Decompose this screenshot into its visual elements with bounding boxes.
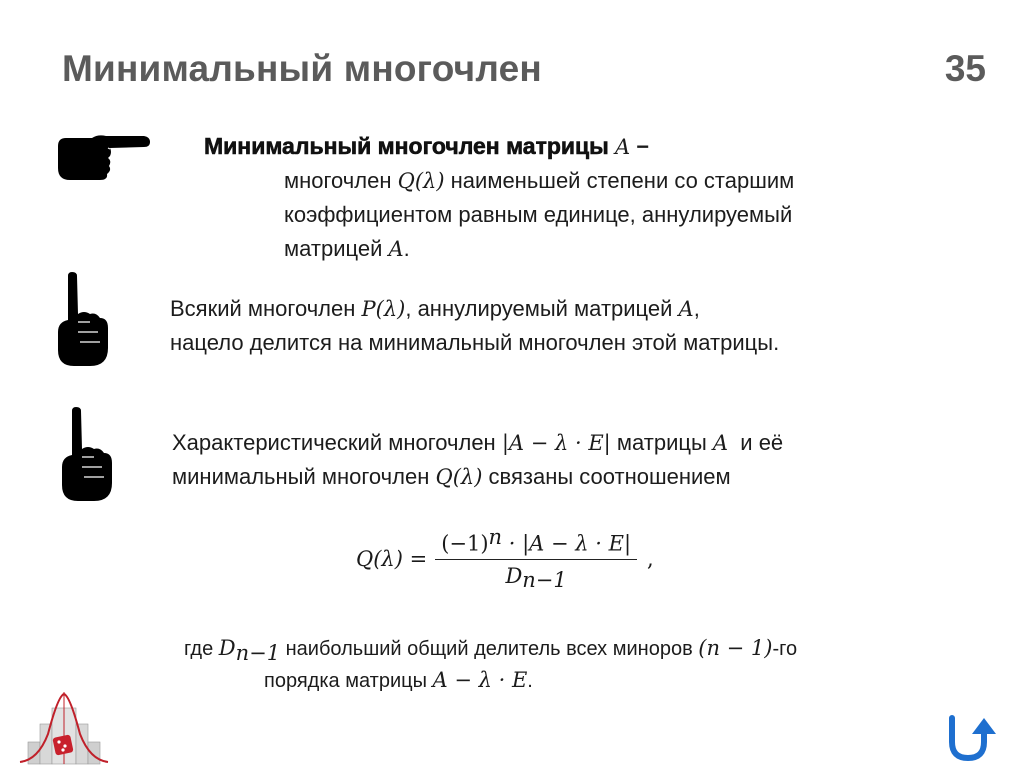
math-q-lambda: Q(λ)	[397, 169, 445, 193]
text: и её	[728, 430, 784, 455]
definition-line-1	[204, 130, 649, 163]
text: -го	[772, 638, 798, 660]
formula-num-base: (−1)	[441, 531, 489, 556]
text: Всякий многочлен	[170, 296, 362, 321]
definition-line-3: коэффициентом равным единице, аннулируемый	[284, 202, 793, 227]
formula-denominator	[505, 560, 566, 592]
return-arrow-icon[interactable]	[942, 714, 1000, 764]
formula	[356, 525, 654, 593]
formula-comma: ,	[647, 546, 654, 571]
formula-lhs: Q(λ) =	[356, 546, 428, 571]
text: наименьшей степени со старшим	[444, 168, 795, 193]
slide-number: 35	[944, 48, 986, 89]
text: связаны соотношением	[482, 464, 731, 489]
formula-num-rest: · |A − λ · E|	[502, 531, 632, 556]
formula-den-sub: n−1	[522, 568, 567, 593]
text: где	[184, 638, 219, 660]
definition-dash: −	[630, 134, 650, 159]
property-2-line-2	[172, 461, 731, 493]
property-1-line-2: нацело делится на минимальный многочлен этой матрицы.	[170, 330, 780, 355]
math-characteristic-polynomial: |A − λ · E|	[501, 431, 611, 455]
pointing-hand-up-icon	[50, 270, 112, 370]
definition-term: Минимальный многочлен матрицы	[204, 133, 609, 159]
text: многочлен	[284, 168, 398, 193]
property-1-line-1	[170, 293, 700, 325]
matrix-variable: A	[678, 297, 694, 321]
formula-den-base: D	[505, 564, 523, 589]
text: наибольший общий делитель всех миноров	[280, 638, 699, 660]
math-matrix-expr: A − λ · E	[432, 668, 528, 692]
normal-distribution-dice-logo	[18, 684, 110, 766]
matrix-variable: A	[388, 237, 404, 261]
math-q-lambda: Q(λ)	[435, 465, 483, 489]
text: порядка матрицы	[264, 670, 433, 692]
formula-numerator	[435, 525, 637, 560]
property-2-line-1	[172, 427, 783, 459]
formula-fraction	[435, 525, 637, 593]
math-d: D	[218, 636, 236, 660]
pointing-hand-up-icon	[54, 405, 116, 505]
matrix-variable: A	[614, 135, 631, 159]
text: ,	[693, 296, 700, 321]
note-line-2	[264, 664, 533, 697]
text: .	[403, 236, 410, 261]
text: матрицы	[610, 430, 713, 455]
text: , аннулируемый матрицей	[405, 296, 679, 321]
math-d-sub: n−1	[235, 641, 281, 665]
math-p-lambda: P(λ)	[361, 297, 406, 321]
matrix-variable: A	[712, 431, 729, 455]
page-title: Минимальный многочлен	[62, 48, 542, 89]
text: матрицей	[284, 236, 389, 261]
pointing-hand-right-icon	[52, 128, 152, 184]
math-n-minus-1: (n − 1)	[698, 636, 773, 660]
text: минимальный многочлен	[172, 464, 436, 489]
definition-line-2	[284, 165, 794, 197]
definition-line-4	[284, 233, 410, 265]
text: .	[527, 670, 533, 692]
text: Характеристический многочлен	[172, 430, 502, 455]
formula-num-exp: n	[488, 525, 503, 549]
